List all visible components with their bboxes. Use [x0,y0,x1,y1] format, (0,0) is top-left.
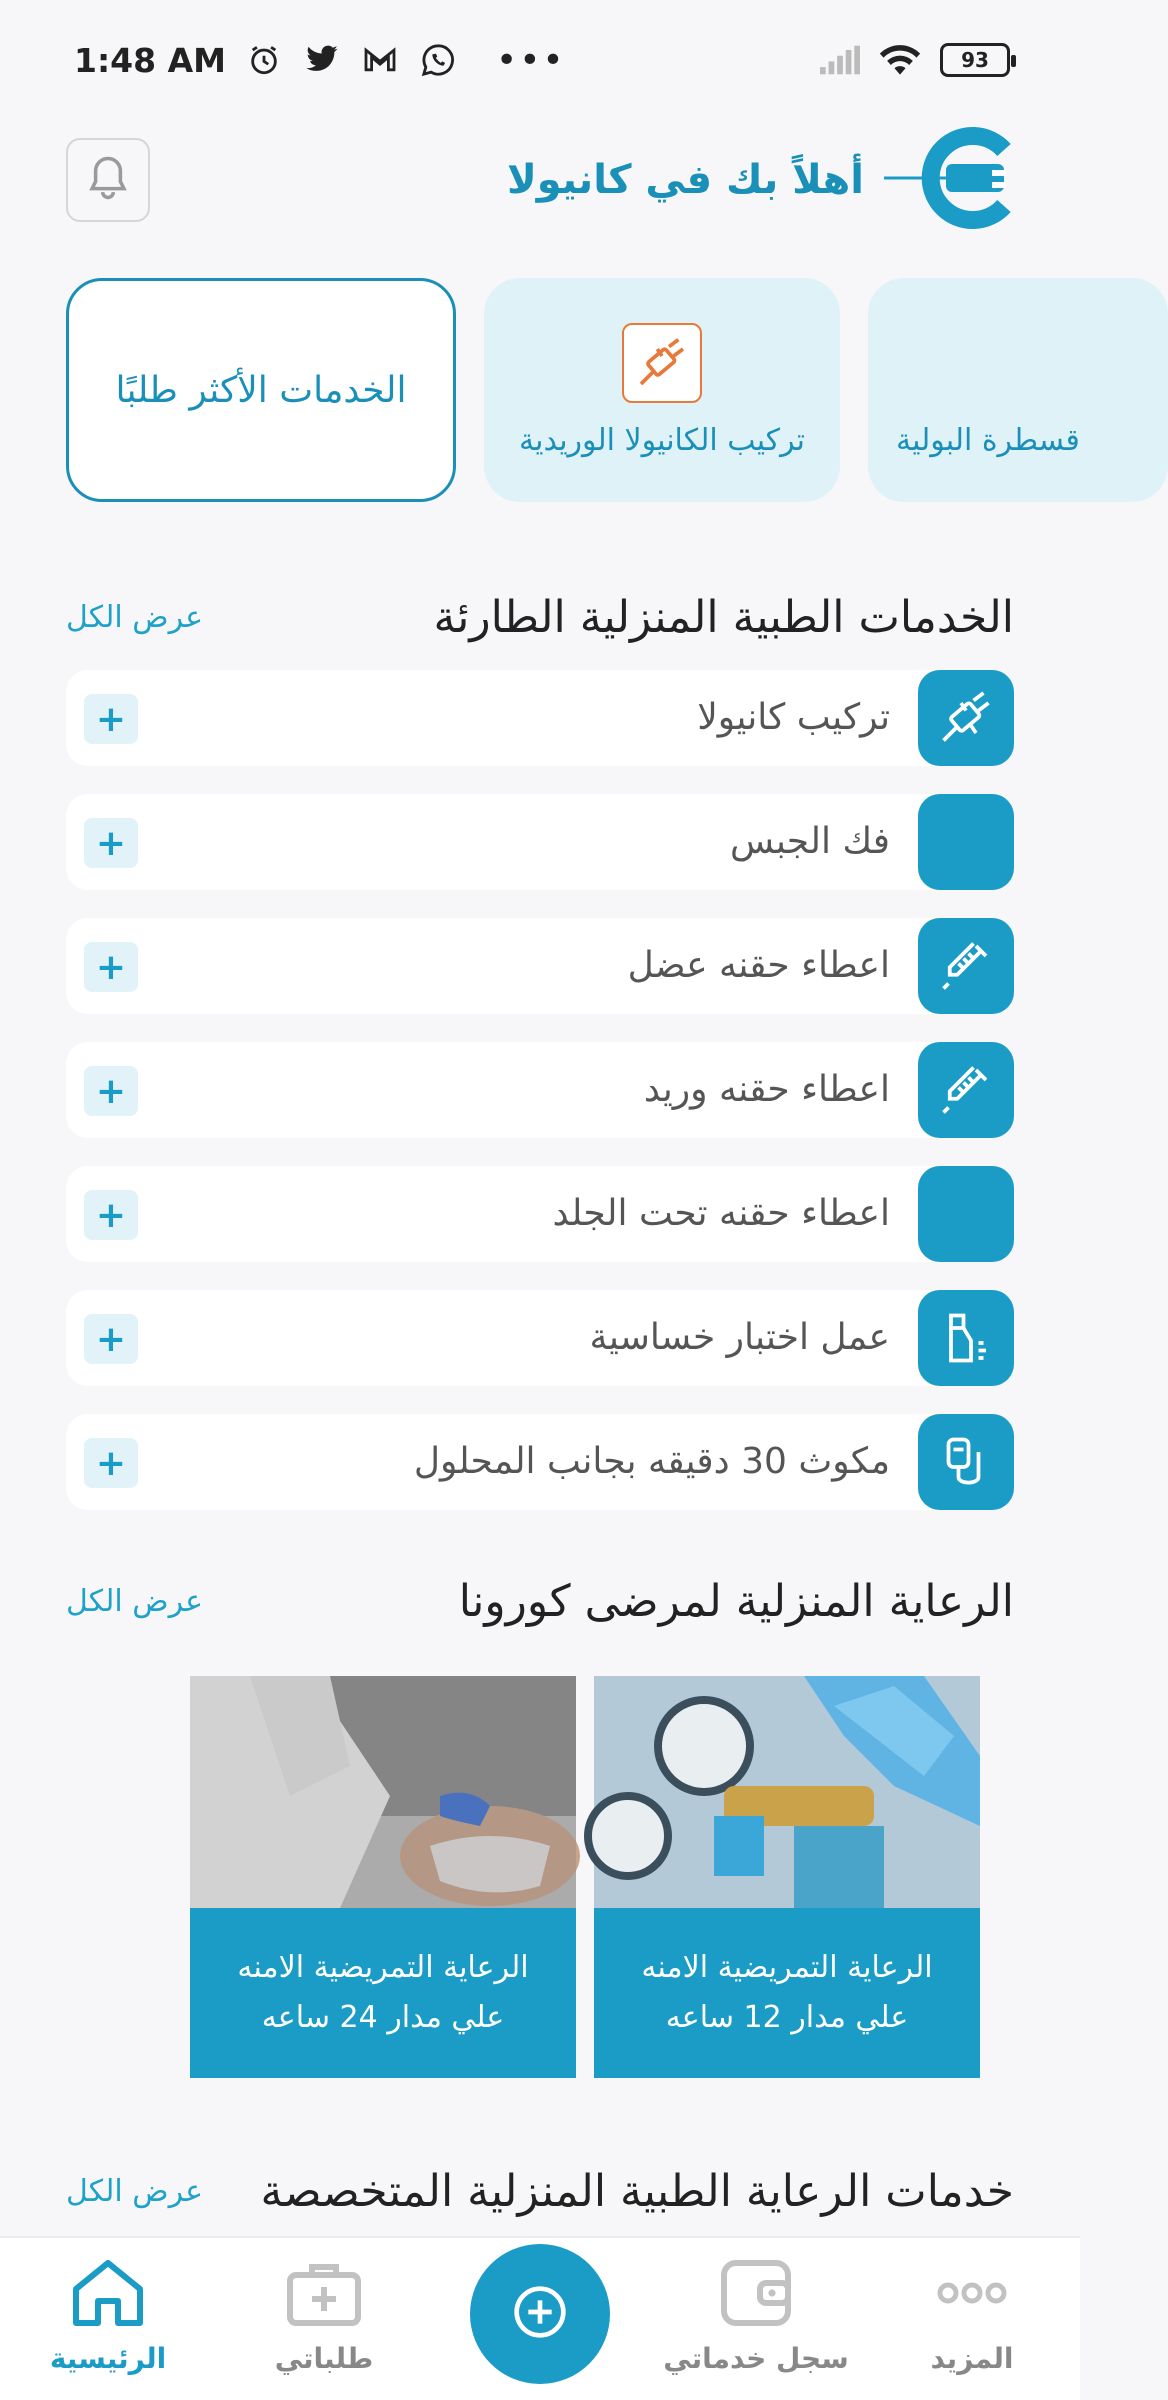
nav-services-log[interactable] [656,2256,856,2375]
twitter-icon [302,40,342,80]
top-service-label: قسطرة البولية [896,422,1080,458]
status-time: 1:48 AM [74,40,226,80]
more-notifications: ••• [495,39,566,81]
service-label: تركيب كانيولا [697,697,890,738]
service-label: اعطاء حقنه عضل [627,945,890,986]
service-row[interactable] [66,1166,1014,1262]
service-row[interactable] [66,794,1014,890]
service-label: مكوث 30 دقيقه بجانب المحلول [413,1441,890,1482]
whatsapp-icon [418,40,458,80]
most-requested-card[interactable] [66,278,456,502]
plus-circle-icon [512,2284,568,2344]
app-header [66,130,1014,230]
more-dots-icon [932,2256,1012,2334]
top-services-carousel[interactable] [66,278,1080,502]
covid-card-line2: علي مدار 12 ساعه [665,2000,909,2035]
covid-card-line1: الرعاية التمريضية الامنه [641,1950,933,1985]
covid-care-card-12h[interactable] [594,1676,980,2078]
covid-cards[interactable] [190,1676,980,2078]
syringe-icon [918,1042,1014,1138]
covid-card-caption [190,1908,576,2078]
battery-icon [940,43,1010,77]
service-icon-placeholder [918,1166,1014,1262]
most-requested-label: الخدمات الأكثر طلبًا [115,369,407,411]
nav-more[interactable] [872,2256,1072,2375]
bell-icon [86,155,130,205]
emergency-see-all-link[interactable]: عرض الكل [66,600,204,635]
battery-level: 93 [961,48,989,72]
inhaler-icon [918,1290,1014,1386]
cannula-logo-icon [884,130,1014,230]
wifi-icon [880,40,920,80]
nav-my-orders[interactable] [224,2256,424,2375]
covid-card-line1: الرعاية التمريضية الامنه [237,1950,529,1985]
oxygen-regulator-image [594,1676,980,1908]
service-label: عمل اختبار خساسية [589,1317,890,1358]
add-service-button[interactable]: + [84,1190,138,1240]
signal-icon [820,40,860,80]
add-service-button[interactable]: + [84,1438,138,1488]
specialized-section-title: خدمات الرعاية الطبية المنزلية المتخصصة [260,2166,1014,2217]
alarm-icon [244,40,284,80]
covid-card-line2: علي مدار 24 ساعه [261,2000,505,2035]
cannula-icon [918,670,1014,766]
service-label: اعطاء حقنه تحت الجلد [552,1193,890,1234]
brand [507,130,1014,230]
cannula-icon [622,323,702,403]
covid-see-all-link[interactable]: عرض الكل [66,1584,204,1619]
add-service-button[interactable]: + [84,818,138,868]
specialized-section-header [66,2166,1014,2217]
syringe-icon [918,918,1014,1014]
welcome-title: أهلاً بك في كانيولا [506,157,864,203]
service-row[interactable] [66,1290,1014,1386]
top-service-label: تركيب الكانيولا الوريدية [519,422,805,458]
specialized-see-all-link[interactable]: عرض الكل [66,2174,204,2209]
covid-section-title: الرعاية المنزلية لمرضى كورونا [458,1576,1014,1627]
notifications-button[interactable] [66,138,150,222]
nav-more-label: المزيد [930,2342,1014,2375]
add-service-button[interactable]: + [84,694,138,744]
service-row[interactable] [66,670,1014,766]
medical-bag-icon [284,2256,364,2334]
add-service-button[interactable]: + [84,942,138,992]
patient-oxygen-mask-image [190,1676,576,1908]
emergency-section-header [66,592,1014,643]
nav-my-orders-label: طلباتي [274,2342,374,2375]
add-service-button[interactable]: + [84,1314,138,1364]
service-icon-placeholder [918,794,1014,890]
new-request-button[interactable] [470,2244,610,2384]
covid-section-header [66,1576,1014,1627]
service-row[interactable] [66,1042,1014,1138]
service-row[interactable] [66,918,1014,1014]
top-service-card[interactable] [484,278,840,502]
home-icon [68,2256,148,2334]
nav-services-log-label: سجل خدماتي [663,2342,849,2375]
emergency-section-title: الخدمات الطبية المنزلية الطارئة [433,592,1014,643]
gmail-icon [360,40,400,80]
nav-home-label: الرئيسية [49,2342,167,2375]
covid-card-caption [594,1908,980,2078]
covid-care-card-24h[interactable] [190,1676,576,2078]
service-label: فك الجبس [730,821,890,862]
service-label: اعطاء حقنه وريد [643,1069,890,1110]
nav-home[interactable] [8,2256,208,2375]
service-row[interactable] [66,1414,1014,1510]
iv-drip-icon [918,1414,1014,1510]
status-bar [0,0,1080,120]
emergency-service-list[interactable] [66,670,1014,1482]
wallet-icon [716,2256,796,2334]
top-service-card[interactable] [868,278,1168,502]
add-service-button[interactable]: + [84,1066,138,1116]
